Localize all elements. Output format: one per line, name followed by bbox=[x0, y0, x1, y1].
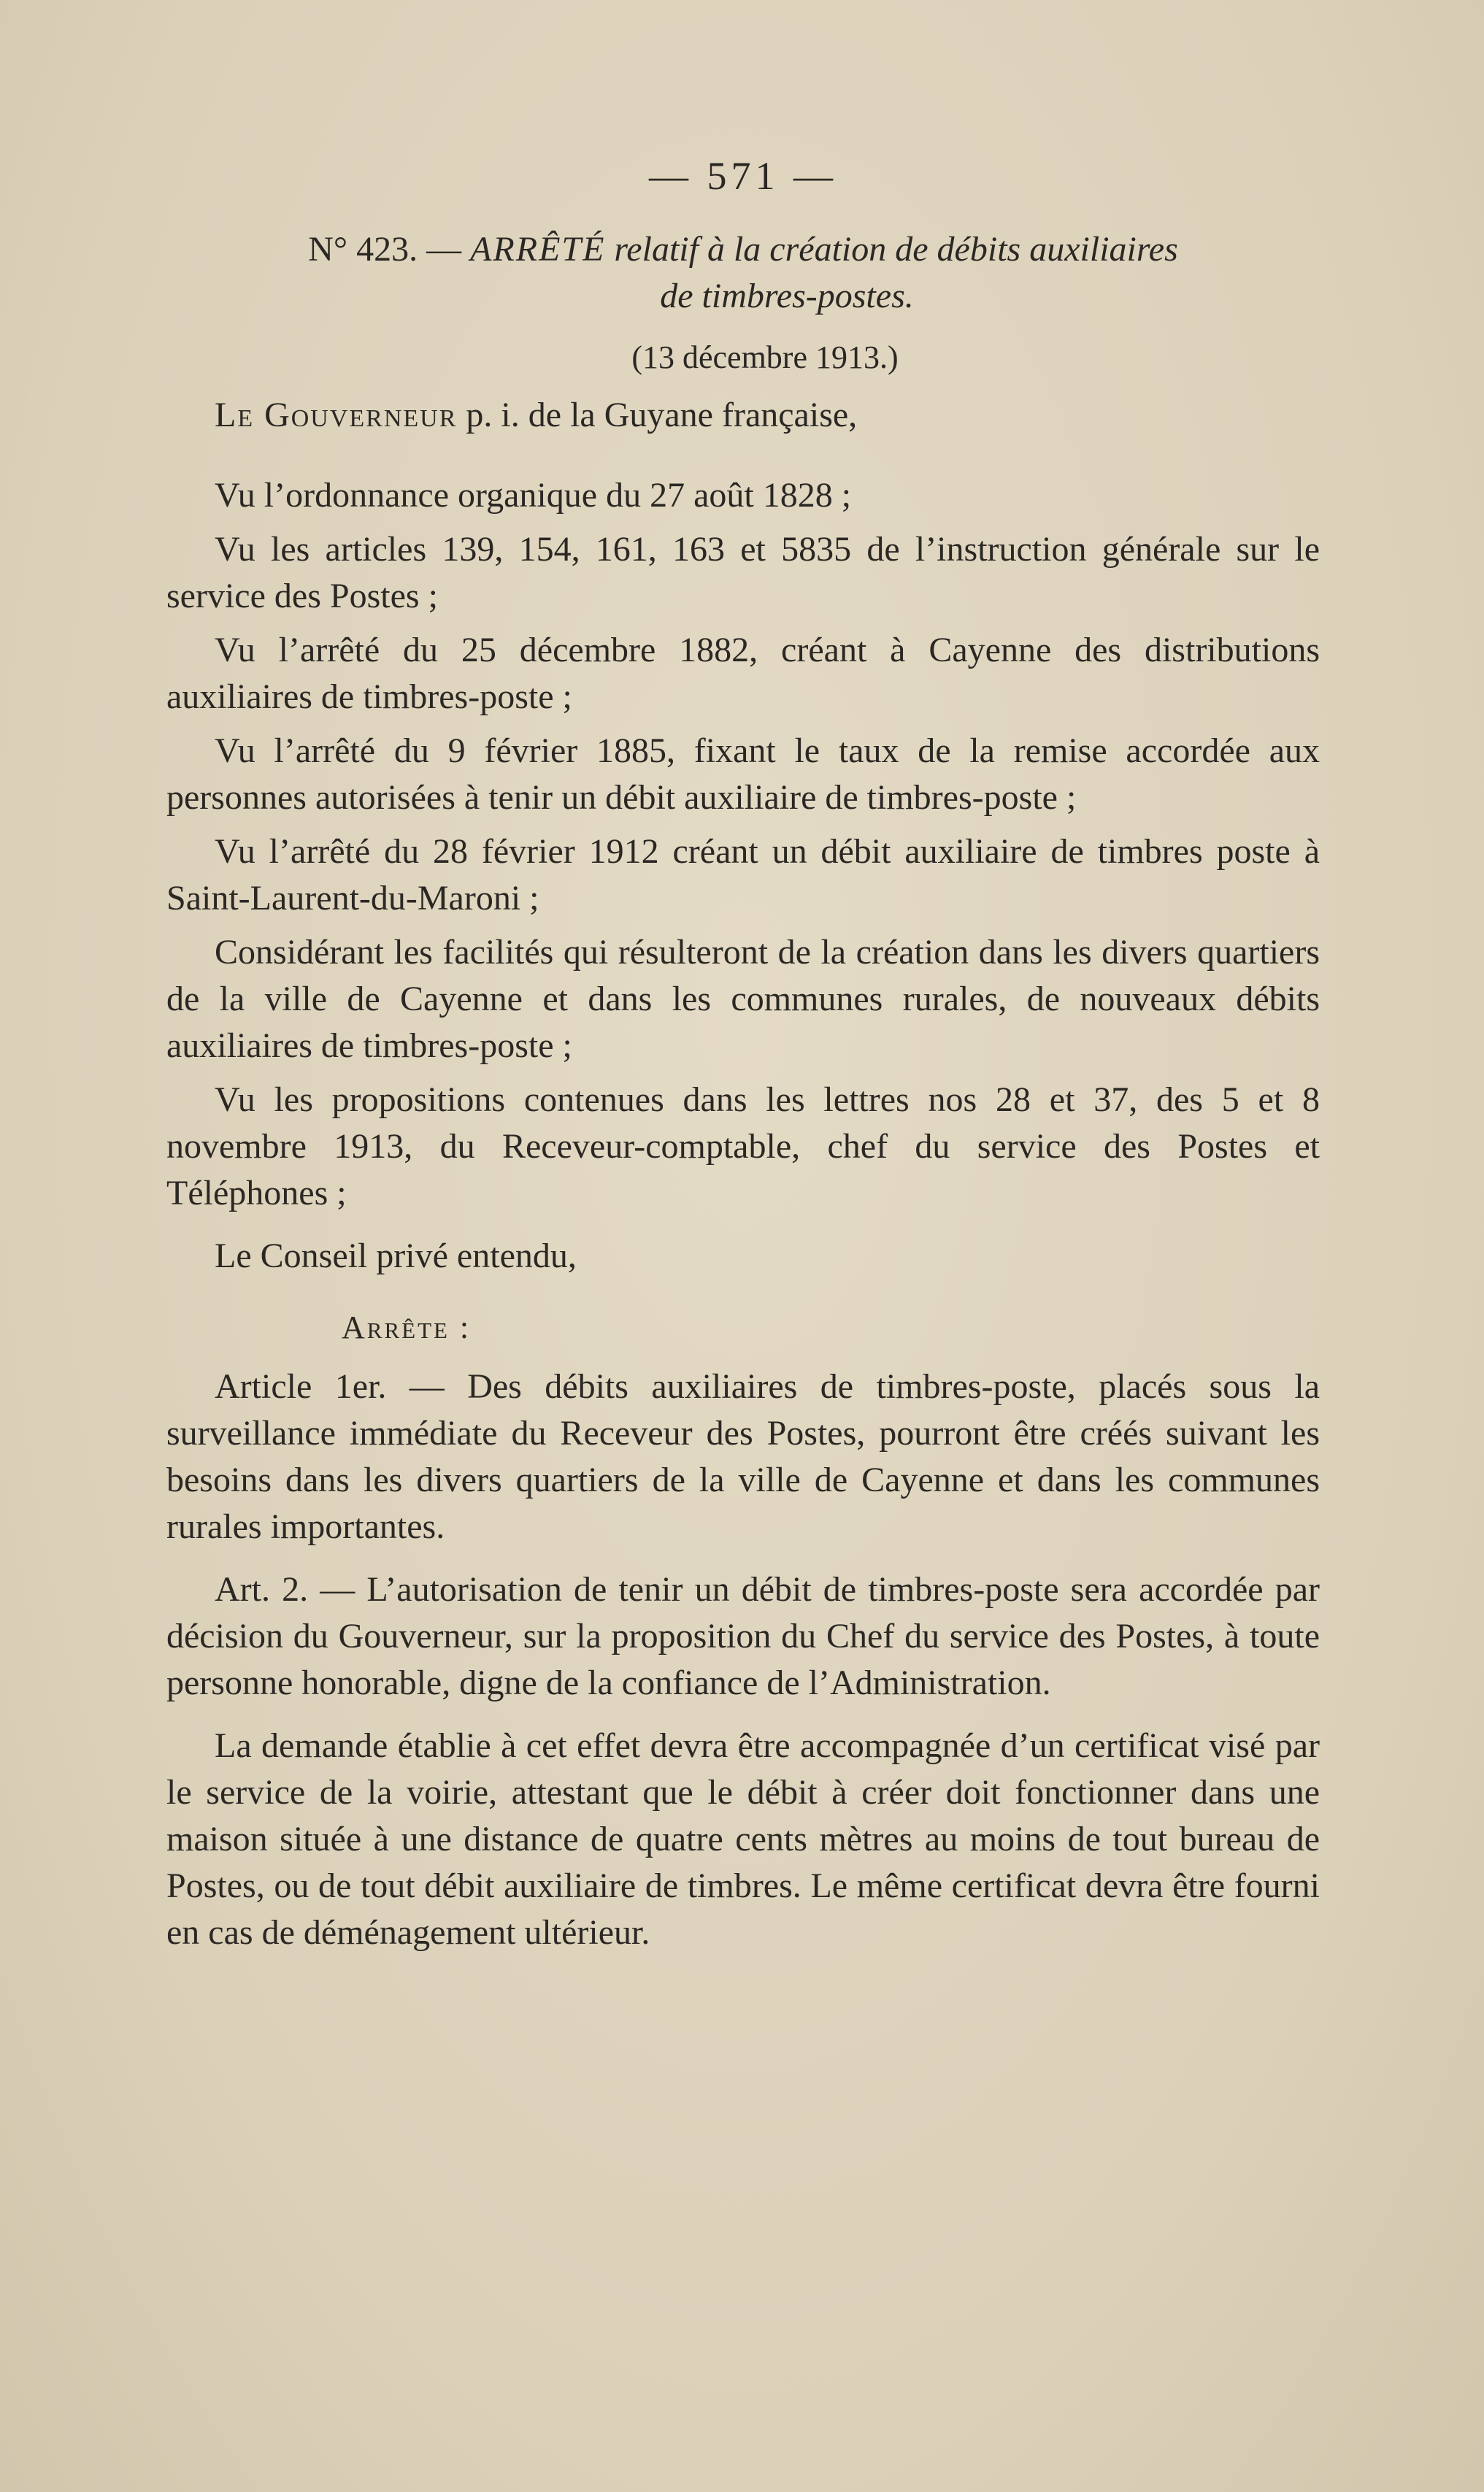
page-number: — 571 — bbox=[649, 154, 837, 198]
article-paragraph: La demande établie à cet effet devra être accompagnée d’un certificat visé par le service de la voirie, attestant que le débit à créer doit fonctionner dans une maison située à une distance de quatre cents mètres au moins de tout bureau de Postes, ou de tout débit auxiliaire de timbres. Le même certificat devra être fourni en cas de déménagement ultérieur. bbox=[166, 1726, 1320, 1952]
conseil-paragraph: Le Conseil privé entendu, bbox=[215, 1237, 577, 1275]
visa-paragraph: Vu l’arrêté du 9 février 1885, fixant le taux de la remise accordée aux personnes autorisées à tenir un débit auxiliaire de timbres-poste ; bbox=[166, 731, 1320, 817]
considerant-paragraph: Considérant les facilités qui résulteront de la création dans les divers quartiers de la ville de Cayenne et dans les communes rurales, de nouveaux débits auxiliaires de timbres-poste ; bbox=[166, 933, 1320, 1065]
decree-keyword: ARRÊTÉ bbox=[470, 230, 606, 269]
arrete-label: Arrête : bbox=[342, 1310, 472, 1345]
decree-subject: relatif à la création de débits auxiliaires bbox=[605, 230, 1178, 269]
visa-paragraph: Vu l’arrêté du 25 décembre 1882, créant à Cayenne des distributions auxiliaires de timbres-poste ; bbox=[166, 631, 1320, 716]
opening-prefix: Le Gouverneur bbox=[215, 396, 458, 434]
opening-rest: p. i. de la Guyane française, bbox=[457, 396, 858, 434]
visa-paragraph: Vu les articles 139, 154, 161, 163 et 5835 de l’instruction générale sur le service des Postes ; bbox=[166, 530, 1320, 615]
visa-paragraph: Vu l’arrêté du 28 février 1912 créant un débit auxiliaire de timbres poste à Saint-Laurent-du-Maroni ; bbox=[166, 832, 1320, 918]
visa-paragraph: Vu l’ordonnance organique du 27 août 1828 ; bbox=[215, 476, 852, 515]
text-block bbox=[166, 153, 1320, 1956]
article-paragraph: Art. 2. — L’autorisation de tenir un débit de timbres-poste sera accordée par décision du Gouverneur, sur la proposition du Chef du service des Postes, à toute personne honorable, digne de la confiance de l’Administration. bbox=[166, 1570, 1320, 1702]
decree-number: N° 423. — bbox=[308, 230, 471, 269]
decree-title bbox=[166, 226, 1320, 320]
article-paragraph: Article 1er. — Des débits auxiliaires de timbres-poste, placés sous la surveillance immédiate du Receveur des Postes, pourront être créés suivant les besoins dans les divers quartiers de la ville de Cayenne et dans les communes rurales importantes. bbox=[166, 1367, 1320, 1546]
visa-paragraph: Vu les propositions contenues dans les lettres nos 28 et 37, des 5 et 8 novembre 1913, du Receveur-comptable, chef du service des Postes et Téléphones ; bbox=[166, 1080, 1320, 1212]
decree-subject-line2: de timbres-postes. bbox=[660, 277, 914, 315]
opening-line bbox=[166, 392, 1320, 439]
decree-date: (13 décembre 1913.) bbox=[631, 339, 899, 375]
